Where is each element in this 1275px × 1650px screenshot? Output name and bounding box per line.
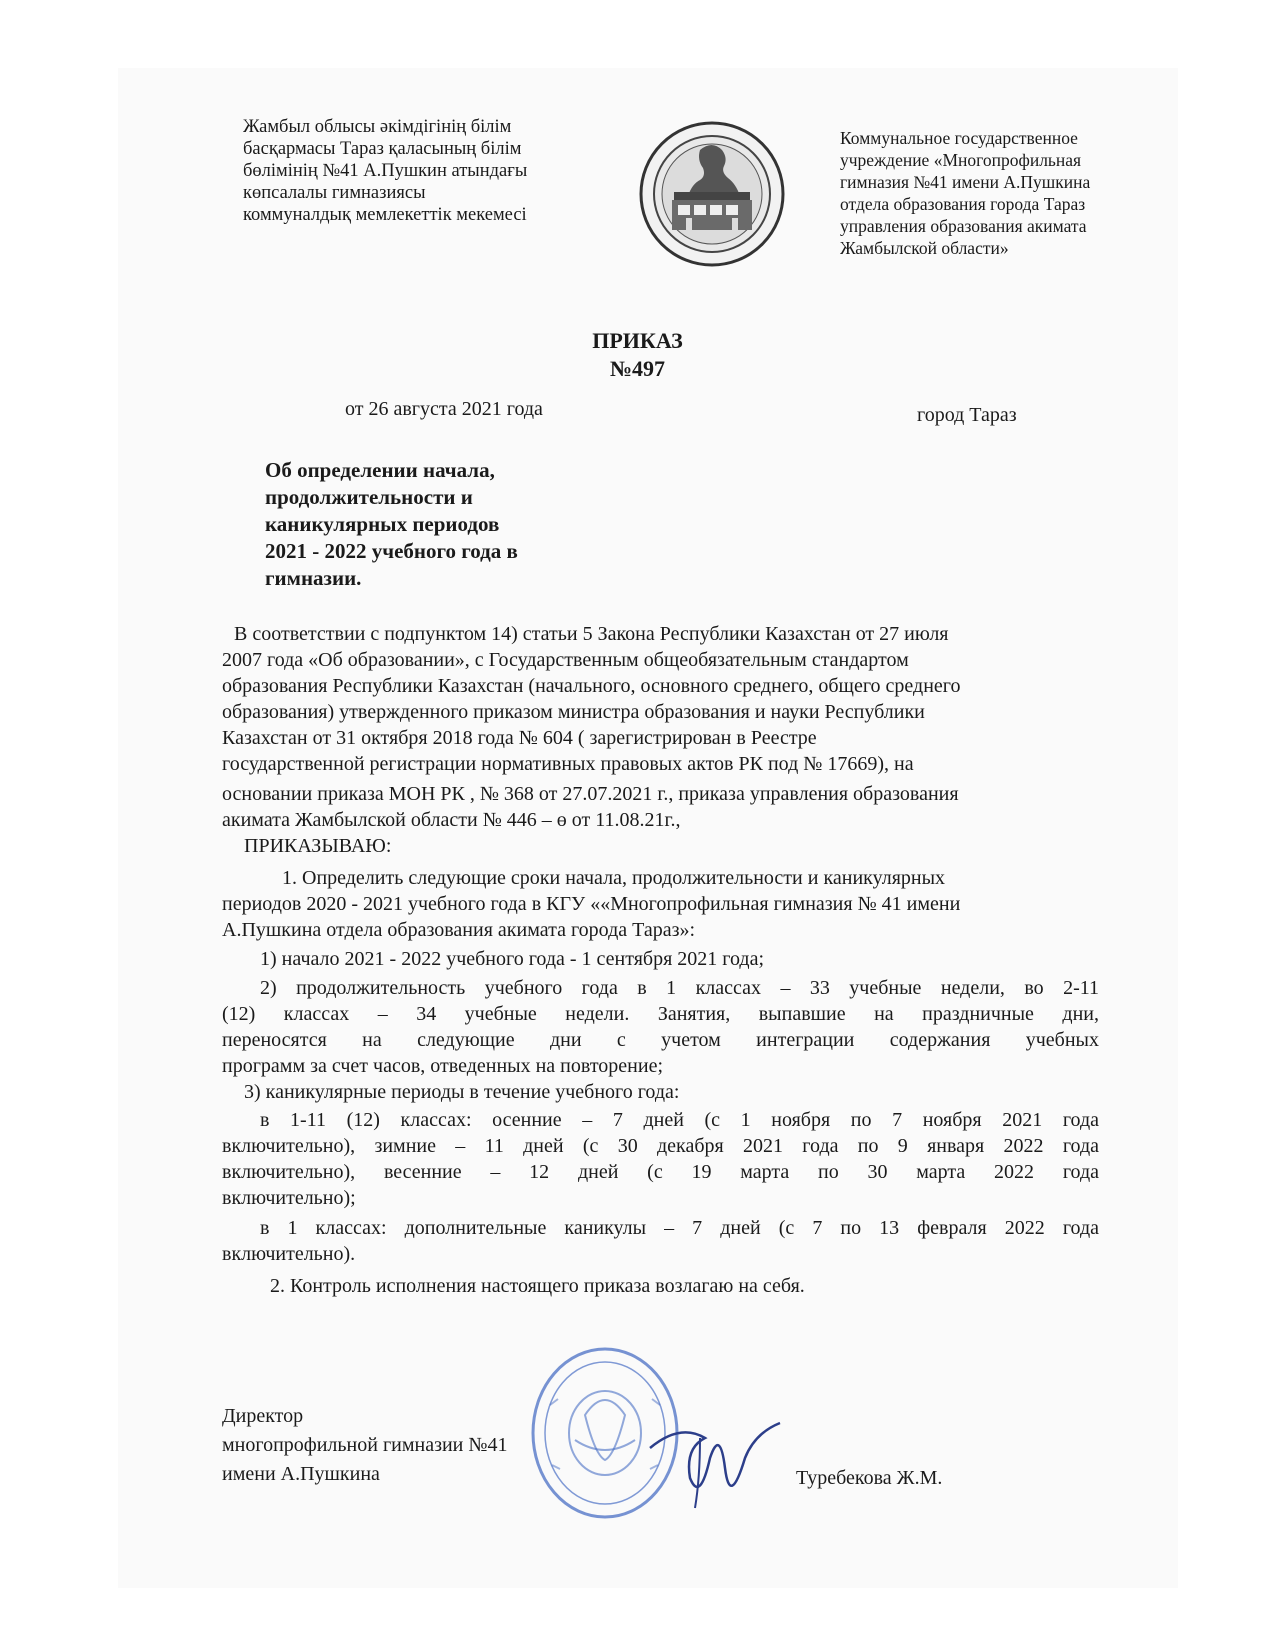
header-kz-line: басқармасы Тараз қаласының білім (243, 139, 522, 159)
header-ru-line: отдела образования города Тараз (840, 194, 1086, 214)
body-line: ПРИКАЗЫВАЮ: (244, 835, 392, 857)
signature-title: Директор (222, 1405, 304, 1427)
order-title: ПРИКАЗ (592, 328, 683, 353)
body-line: основании приказа МОН РК , № 368 от 27.07.2021 г., приказа управления образования (222, 783, 959, 805)
header-kz-line: Жамбыл облысы әкімдігінің білім (243, 117, 512, 137)
order-number: №497 (609, 356, 666, 381)
school-emblem-icon (638, 120, 786, 268)
signature-title: имени А.Пушкина (222, 1463, 380, 1485)
signer-name: Туребекова Ж.М. (796, 1467, 943, 1489)
body-line: (12) классах – 34 учебные недели. Занятия, выпавшие на праздничные дни, (222, 1003, 1099, 1025)
body-line: образования Республики Казахстан (начального, основного среднего, общего среднего (222, 675, 961, 697)
header-ru-line: учреждение «Многопрофильная (840, 150, 1082, 170)
body-line: 3) каникулярные периоды в течение учебного года: (244, 1081, 680, 1103)
order-date: от 26 августа 2021 года (345, 398, 543, 420)
body-line: 1. Определить следующие сроки начала, продолжительности и каникулярных (282, 867, 946, 889)
header-ru (840, 127, 1140, 259)
body-line: 1) начало 2021 - 2022 учебного года - 1 сентября 2021 года; (260, 948, 765, 970)
order-city: город Тараз (917, 404, 1017, 426)
body-line: в 1 классах: дополнительные каникулы – 7 дней (с 7 по 13 февраля 2022 года (260, 1217, 1099, 1239)
body-line: переносятся на следующие дни с учетом интеграции содержания учебных (222, 1029, 1099, 1051)
subject-line: 2021 - 2022 учебного года в (265, 539, 518, 563)
header-ru-line: гимназия №41 имени А.Пушкина (840, 172, 1091, 192)
header-kz-line: бөлімінің №41 А.Пушкин атындағы (243, 161, 528, 181)
signature-title: многопрофильной гимназии №41 (222, 1434, 508, 1456)
subject-line: продолжительности и (265, 485, 473, 509)
subject-line: Об определении начала, (265, 458, 495, 482)
subject-line: каникулярных периодов (265, 512, 500, 536)
body-line: включительно); (222, 1187, 356, 1209)
body-line: включительно). (222, 1243, 356, 1265)
body-line: 2007 года «Об образовании», с Государственным общеобязательным стандартом (222, 649, 909, 671)
header-kz (243, 116, 603, 226)
handwritten-signature-icon (640, 1408, 790, 1518)
body-line: государственной регистрации нормативных правовых актов РК под № 17669), на (222, 753, 914, 775)
body-line: в 1-11 (12) классах: осенние – 7 дней (с 1 ноября по 7 ноября 2021 года (260, 1109, 1099, 1131)
header-kz-line: көпсалалы гимназиясы (243, 183, 426, 203)
header-kz-line: коммуналдық мемлекеттік мекемесі (243, 205, 527, 225)
body-line: периодов 2020 - 2021 учебного года в КГУ ««Многопрофильная гимназия № 41 имени (222, 893, 961, 915)
header-ru-line: Коммунальное государственное (840, 128, 1078, 148)
body-line: А.Пушкина отдела образования акимата города Тараз»: (222, 919, 696, 941)
body-line: Казахстан от 31 октября 2018 года № 604 ( зарегистрирован в Реестре (222, 727, 817, 749)
body-line: образования) утвержденного приказом министра образования и науки Республики (222, 701, 925, 723)
header-ru-line: управления образования акимата (840, 216, 1087, 236)
body-line: включительно), весенние – 12 дней (с 19 марта по 30 марта 2022 года (222, 1161, 1099, 1183)
body-line: В соответствии с подпунктом 14) статьи 5 Закона Республики Казахстан от 27 июля (234, 623, 949, 645)
body-line: включительно), зимние – 11 дней (с 30 декабря 2021 года по 9 января 2022 года (222, 1135, 1099, 1157)
body-line: акимата Жамбылской области № 446 – ө от 11.08.21г., (222, 809, 681, 831)
subject-line: гимназии. (265, 566, 362, 590)
order-subject (265, 457, 595, 592)
body-line: 2) продолжительность учебного года в 1 классах – 33 учебные недели, во 2-11 (260, 977, 1099, 999)
body-line: 2. Контроль исполнения настоящего приказа возлагаю на себя. (270, 1275, 805, 1297)
body-line: программ за счет часов, отведенных на повторение; (222, 1055, 664, 1077)
header-ru-line: Жамбылской области» (840, 238, 1009, 258)
